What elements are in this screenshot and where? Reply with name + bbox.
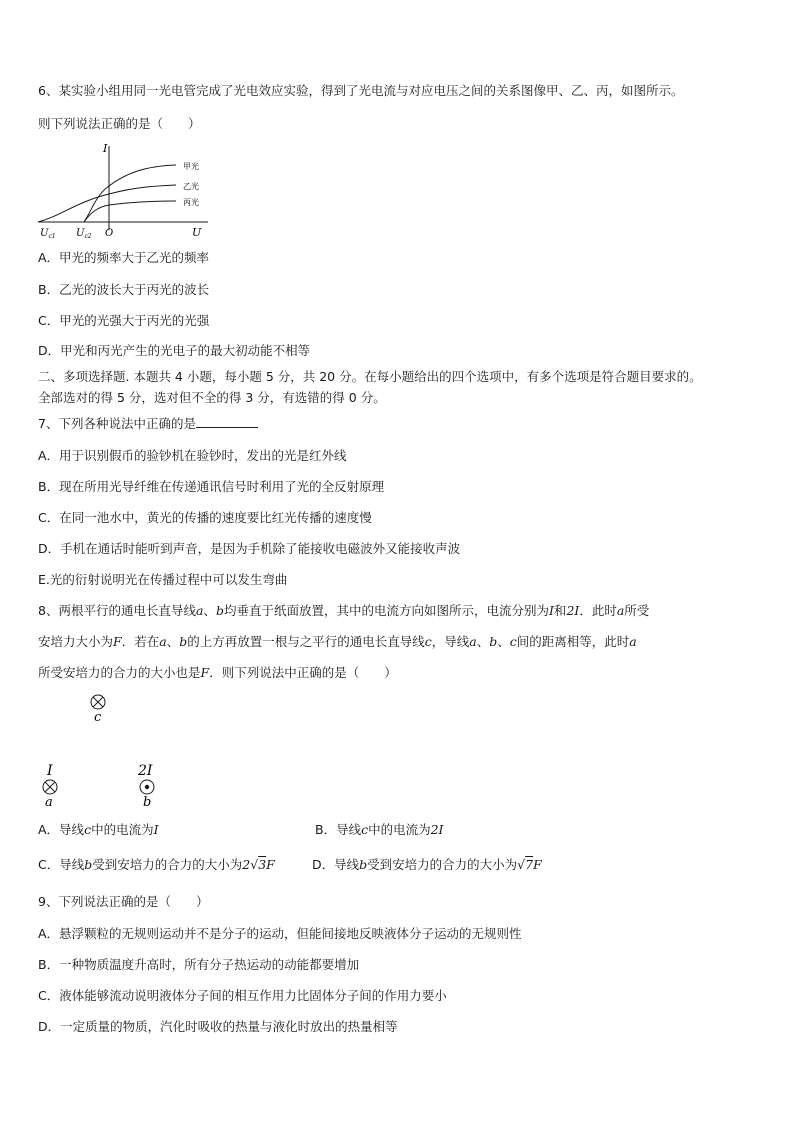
answer-blank [196, 415, 258, 428]
q8-stem-line3: 所受安培力的合力的大小也是F．则下列说法中正确的是（ ） [38, 665, 397, 680]
q8-option-b: B．导线c中的电流为2I [315, 822, 444, 837]
q6-option-a: A．甲光的频率大于乙光的频率 [38, 250, 210, 265]
q7-option-a: A．用于识别假币的验钞机在验钞时，发出的光是红外线 [38, 448, 347, 463]
wire-c-label: c [94, 710, 102, 725]
wire-a-into-page-icon [43, 780, 57, 794]
wire-b-label: b [143, 795, 152, 810]
wire-a-current: I [47, 763, 53, 779]
wire-b-current: 2I [138, 763, 153, 779]
q9-option-a: A．悬浮颗粒的无规则运动并不是分子的运动，但能间接地反映液体分子运动的无规则性 [38, 926, 522, 941]
q6-stem-line1: 6、某实验小组用同一光电管完成了光电效应实验，得到了光电流与对应电压之间的关系图像甲、乙、丙，如图所示。 [38, 83, 684, 98]
curve-jia [84, 165, 176, 222]
curve-label-yi: 乙光 [183, 182, 199, 191]
section2-line1: 二、多项选择题. 本题共 4 小题，每小题 5 分，共 20 分。在每小题给出的四个选项中，有多个选项是符合题目要求的。 [38, 369, 702, 384]
q7-option-e: E.光的衍射说明光在传播过程中可以发生弯曲 [38, 572, 288, 587]
q8-option-d: D．导线b受到安培力的合力的大小为√7F [312, 857, 542, 872]
wire-c-into-page-icon [91, 695, 105, 709]
curve-yi [38, 185, 176, 222]
wire-b-out-of-page-icon [140, 780, 154, 794]
q8-option-c: C．导线b受到安培力的合力的大小为2√3F [38, 857, 275, 872]
wire-a-label: a [45, 795, 53, 810]
q6-option-b: B．乙光的波长大于丙光的波长 [38, 282, 210, 297]
q9-option-d: D．一定质量的物质，汽化时吸收的热量与液化时放出的热量相等 [38, 1019, 398, 1034]
section2-line2: 全部选对的得 5 分，选对但不全的得 3 分，有选错的得 0 分。 [38, 390, 386, 405]
q7-option-c: C．在同一池水中，黄光的传播的速度要比红光传播的速度慢 [38, 510, 372, 525]
q7-option-b: B．现在所用光导纤维在传递通讯信号时利用了光的全反射原理 [38, 479, 385, 494]
q9-option-b: B．一种物质温度升高时，所有分子热运动的动能都要增加 [38, 957, 360, 972]
q7-option-d: D．手机在通话时能听到声音，是因为手机除了能接收电磁波外又能接收声波 [38, 541, 461, 556]
q8-stem-line2: 安培力大小为F．若在a、b的上方再放置一根与之平行的通电长直导线c，导线a、b、c间的距离相等，此时a [38, 634, 637, 649]
uc1-label: $U_{c1}$ [40, 228, 56, 240]
curve-label-jia: 甲光 [183, 162, 199, 171]
sqrt-icon: √ [250, 857, 259, 872]
axis-label-u: U [192, 226, 202, 239]
q6-option-d: D．甲光和丙光产生的光电子的最大初动能不相等 [38, 343, 311, 358]
curve-label-bing: 丙光 [183, 198, 199, 207]
q7-stem: 7、下列各种说法中正确的是 [38, 415, 258, 433]
sqrt-icon: √ [517, 857, 526, 872]
q8-option-a: A．导线c中的电流为I [38, 822, 159, 837]
q6-photocurrent-graph [36, 140, 216, 242]
q6-stem-line2: 则下列说法正确的是（ ） [38, 116, 201, 131]
q9-option-c: C．液体能够流动说明液体分子间的相互作用力比固体分子间的作用力要小 [38, 988, 447, 1003]
q8-stem-line1: 8、两根平行的通电长直导线a、b均垂直于纸面放置，其中的电流方向如图所示，电流分别为I和2I．此时a所受 [38, 603, 650, 618]
curve-bing [84, 201, 176, 222]
uc2-label: $U_{c2}$ [76, 228, 92, 240]
origin-label: O [105, 228, 114, 239]
q8-wire-figure [36, 690, 186, 812]
q9-stem: 9、下列说法正确的是（ ） [38, 894, 209, 909]
q6-option-c: C．甲光的光强大于丙光的光强 [38, 313, 210, 328]
axis-label-i: I [103, 142, 108, 155]
